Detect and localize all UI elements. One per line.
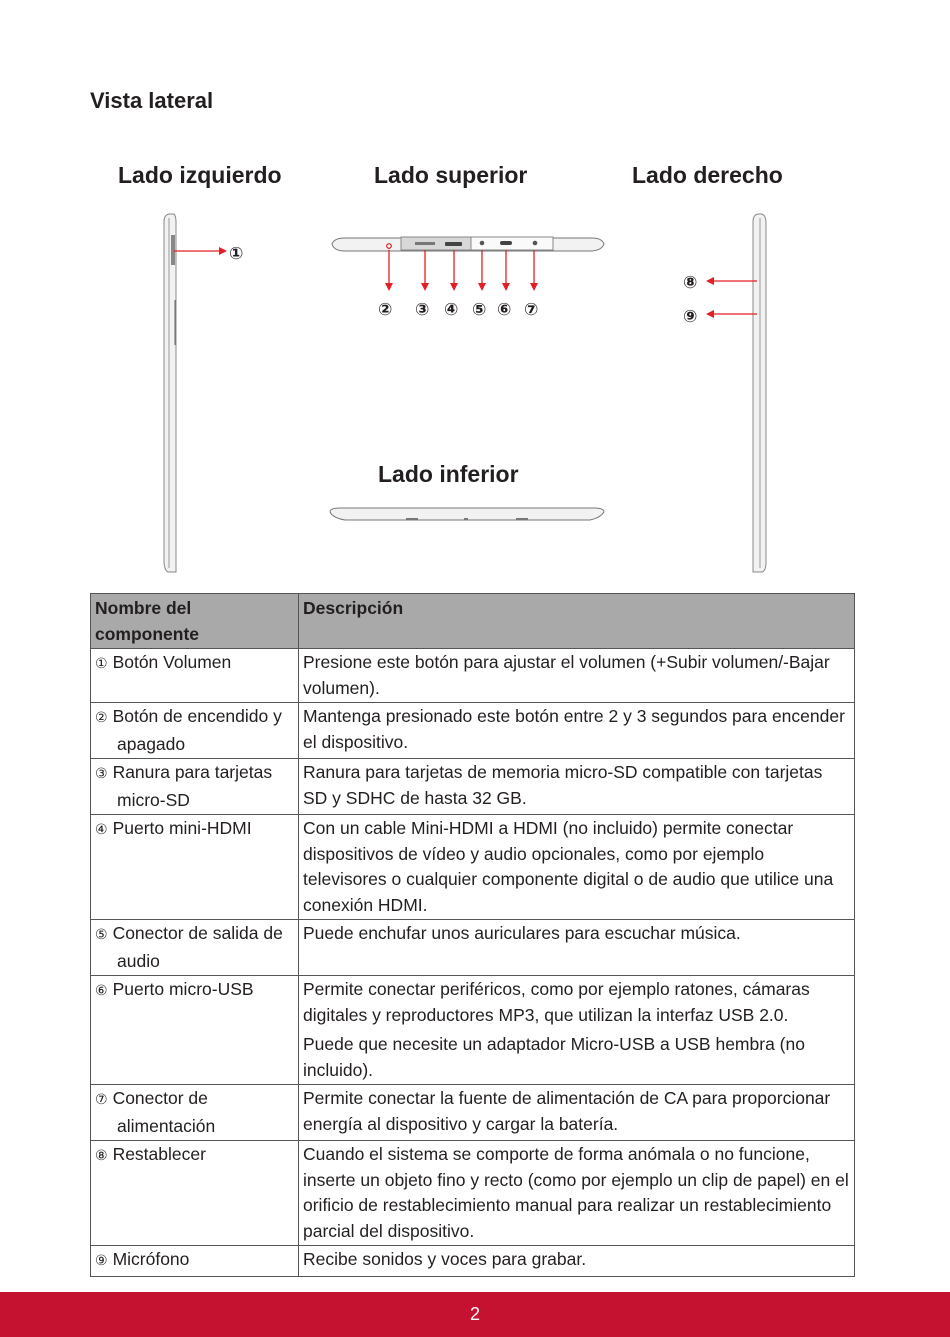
callout-5: ⑤ bbox=[472, 300, 487, 320]
callout-number: ⑨ bbox=[95, 1253, 108, 1269]
component-name: Botón de encendido y apagado bbox=[112, 706, 282, 754]
callout-number: ① bbox=[95, 656, 108, 672]
component-description: Permite conectar la fuente de alimentación de CA para proporcionar energía al dispositivo y cargar la batería. bbox=[303, 1088, 831, 1134]
component-description: Ranura para tarjetas de memoria micro-SD compatible con tarjetas SD y SDHC de hasta 32 GB. bbox=[303, 762, 823, 808]
table-row bbox=[91, 1085, 855, 1141]
component-description: Presione este botón para ajustar el volumen (+Subir volumen/-Bajar volumen). bbox=[303, 652, 830, 698]
callout-number: ⑧ bbox=[95, 1148, 108, 1164]
component-name: Conector de alimentación bbox=[112, 1088, 216, 1136]
component-table bbox=[90, 593, 855, 1277]
component-description: Cuando el sistema se comporte de forma anómala o no funcione, inserte un objeto fino y recto (como por ejemplo un clip de papel) en el orificio de restablecimiento manual para realizar un restablecimiento parcial del dispositivo. bbox=[303, 1144, 849, 1241]
callout-number: ⑥ bbox=[95, 983, 108, 999]
tablet-right-side-illustration bbox=[753, 214, 766, 572]
component-name: Ranura para tarjetas micro-SD bbox=[112, 762, 273, 810]
page-heading: Vista lateral bbox=[90, 88, 214, 113]
page-footer bbox=[0, 1292, 950, 1337]
table-row bbox=[91, 649, 855, 703]
table-row bbox=[91, 759, 855, 815]
callout-number: ④ bbox=[95, 822, 108, 838]
component-description: Puede enchufar unos auriculares para escuchar música. bbox=[303, 923, 741, 943]
component-name: Restablecer bbox=[112, 1144, 206, 1164]
table-row bbox=[91, 920, 855, 976]
tablet-bottom-side-illustration bbox=[330, 508, 604, 520]
component-name: Conector de salida de audio bbox=[112, 923, 283, 971]
callout-3: ③ bbox=[415, 300, 430, 320]
table-header-row bbox=[91, 594, 855, 649]
label-bottom-side: Lado inferior bbox=[378, 461, 519, 487]
table-row bbox=[91, 815, 855, 920]
page-number: 2 bbox=[469, 1304, 480, 1324]
component-description: Con un cable Mini-HDMI a HDMI (no incluido) permite conectar dispositivos de vídeo y audio opcionales, como por ejemplo televisores o cualquier componente digital o de audio que utilice una conexión HDMI. bbox=[303, 818, 834, 915]
callout-number: ③ bbox=[95, 766, 108, 782]
table-row bbox=[91, 976, 855, 1085]
component-description: Mantenga presionado este botón entre 2 y 3 segundos para encender el dispositivo. bbox=[303, 706, 845, 752]
tablet-top-side-illustration bbox=[332, 237, 604, 251]
tablet-side-diagram bbox=[0, 0, 950, 590]
component-description-note: Puede que necesite un adaptador Micro-USB a USB hembra (no incluido). bbox=[303, 1034, 805, 1080]
table-row bbox=[91, 1246, 855, 1277]
callout-4: ④ bbox=[444, 300, 459, 320]
label-left-side: Lado izquierdo bbox=[118, 162, 282, 188]
component-name: Micrófono bbox=[112, 1249, 190, 1269]
component-name: Puerto mini-HDMI bbox=[112, 818, 252, 838]
callout-number: ⑤ bbox=[95, 927, 108, 943]
table-row bbox=[91, 703, 855, 759]
component-name: Puerto micro-USB bbox=[112, 979, 254, 999]
label-top-side: Lado superior bbox=[374, 162, 528, 188]
table-row bbox=[91, 1141, 855, 1246]
callout-2: ② bbox=[378, 300, 393, 320]
callout-number: ⑦ bbox=[95, 1092, 108, 1108]
header-component-name: Nombre del componente bbox=[91, 594, 299, 649]
callout-9: ⑨ bbox=[683, 307, 698, 327]
component-name: Botón Volumen bbox=[112, 652, 232, 672]
tablet-left-side-illustration bbox=[164, 214, 176, 572]
callout-number: ② bbox=[95, 710, 108, 726]
callout-7: ⑦ bbox=[524, 300, 539, 320]
component-description: Permite conectar periféricos, como por ejemplo ratones, cámaras digitales y reproductores MP3, que utilizan la interfaz USB 2.0. bbox=[303, 979, 810, 1025]
label-right-side: Lado derecho bbox=[632, 162, 783, 188]
callout-6: ⑥ bbox=[497, 300, 512, 320]
callout-1: ① bbox=[229, 244, 244, 264]
header-description: Descripción bbox=[299, 594, 855, 649]
component-description: Recibe sonidos y voces para grabar. bbox=[303, 1249, 587, 1269]
callout-8: ⑧ bbox=[683, 273, 698, 293]
